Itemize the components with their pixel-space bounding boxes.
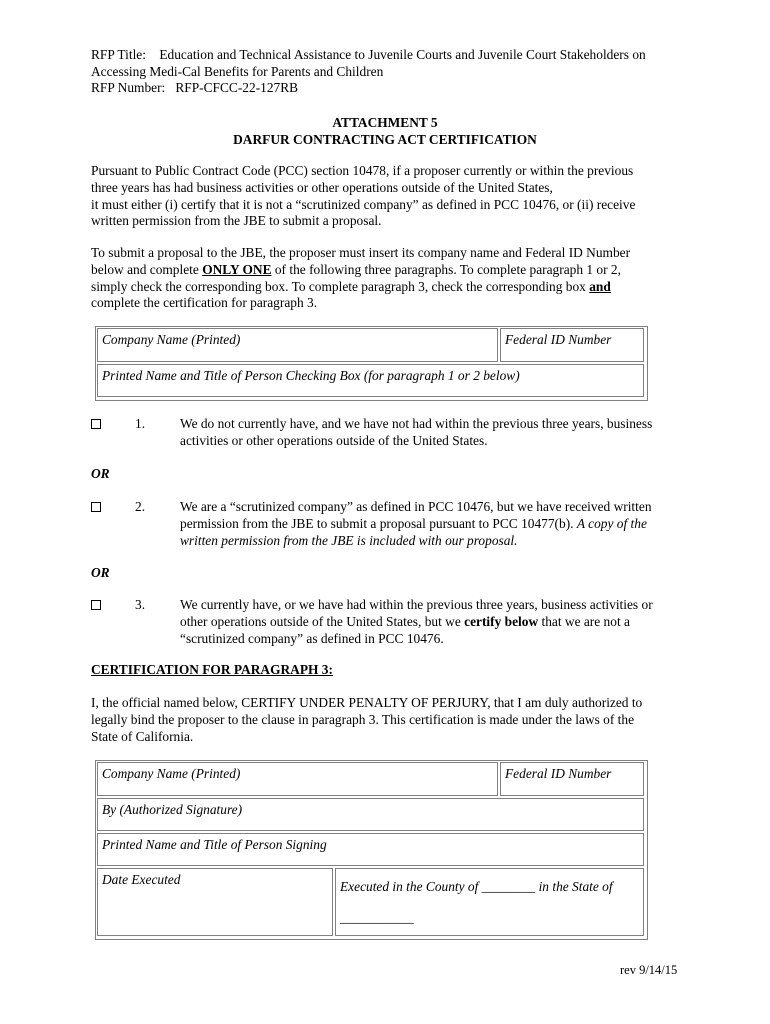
paragraph-1-checkbox[interactable] (91, 419, 101, 429)
company-name-field[interactable] (97, 328, 498, 362)
intro-line: written permission from the JBE to submit a proposal. (91, 213, 382, 229)
authorized-signature-label: By (Authorized Signature) (102, 802, 243, 817)
certification-heading: CERTIFICATION FOR PARAGRAPH 3: (91, 662, 333, 677)
paragraph-2-number: 2. (135, 499, 146, 514)
authorized-signature-field[interactable] (97, 798, 644, 831)
paragraph-3-line (180, 614, 680, 631)
rfp-title-line2: Accessing Medi-Cal Benefits for Parents and Children (91, 63, 384, 79)
paragraph-1-line: activities or other operations outside of the United States. (180, 432, 488, 448)
rfp-header (91, 47, 691, 97)
instructions-text: simply check the corresponding box. To complete paragraph 3, check the corresponding box (91, 278, 590, 294)
executed-state-blank: ___________ (340, 910, 414, 925)
attachment-title: DARFUR CONTRACTING ACT CERTIFICATION (233, 132, 537, 147)
cert-company-name-label: Company Name (Printed) (102, 766, 241, 781)
paragraph-1-line: We do not currently have, and we have not had within the previous three years, business (180, 416, 653, 431)
paragraph-1-number: 1. (135, 416, 146, 431)
certification-line: I, the official named below, CERTIFY UNDER PENALTY OF PERJURY, that I am duly authorized to (91, 695, 643, 710)
paragraph-3-checkbox[interactable] (91, 600, 101, 610)
cert-company-name-field[interactable] (97, 762, 498, 796)
and-emphasis: and (589, 278, 611, 294)
instructions-text: of the following three paragraphs. To complete paragraph 1 or 2, (271, 261, 621, 277)
cert-federal-id-field[interactable] (500, 762, 644, 796)
printed-name-checker-field[interactable] (97, 364, 644, 397)
intro-line: three years has had business activities or other operations outside of the United States, (91, 179, 553, 195)
instructions-line: To submit a proposal to the JBE, the proposer must insert its company name and Federal ID Number (91, 245, 631, 260)
certification-paragraph (91, 695, 691, 745)
intro-paragraph (91, 163, 691, 230)
paragraph-2-line: We are a “scrutinized company” as defined in PCC 10476, but we have received written (180, 499, 652, 514)
instructions-line (91, 279, 691, 296)
executed-county-label: Executed in the County of ________ in the State of (340, 879, 613, 894)
federal-id-field[interactable] (500, 328, 644, 362)
instructions-paragraph (91, 245, 691, 312)
company-name-label: Company Name (Printed) (102, 332, 241, 347)
paragraph-2-checkbox[interactable] (91, 502, 101, 512)
attachment-heading (0, 114, 770, 148)
date-executed-field[interactable] (97, 868, 333, 936)
paragraph-3-text-part: that we are not a (538, 613, 630, 629)
attachment-number: ATTACHMENT 5 (332, 115, 438, 130)
certification-line: State of California. (91, 728, 194, 744)
executed-county-field[interactable] (335, 868, 644, 936)
paragraph-3-line: “scrutinized company” as defined in PCC 10476. (180, 630, 444, 646)
revision-date: rev 9/14/15 (620, 963, 678, 977)
paragraph-3-number: 3. (135, 597, 146, 612)
paragraph-2-line (180, 516, 680, 533)
intro-line: it must either (i) certify that it is not a “scrutinized company” as defined in PCC 10476, or (ii) receive (91, 196, 636, 212)
certify-below-emphasis: certify below (464, 613, 539, 629)
printed-name-signer-label: Printed Name and Title of Person Signing (102, 837, 327, 852)
intro-line: Pursuant to Public Contract Code (PCC) section 10478, if a proposer currently or within the previous (91, 163, 634, 178)
cert-federal-id-label: Federal ID Number (505, 766, 612, 781)
paragraph-2-text (180, 499, 680, 549)
paragraph-1-text (180, 416, 680, 450)
or-separator: OR (91, 466, 110, 481)
printed-name-checker-label: Printed Name and Title of Person Checking Box (for paragraph 1 or 2 below) (102, 368, 520, 383)
paragraph-2-italic: A copy of the (576, 515, 647, 531)
paragraph-3-text-part: other operations outside of the United States, but we (180, 613, 465, 629)
instructions-line: complete the certification for paragraph 3. (91, 295, 318, 311)
rfp-title-line1: RFP Title: Education and Technical Assistance to Juvenile Courts and Juvenile Court Stakeholders on (91, 47, 646, 62)
paragraph-2-line: written permission from the JBE is included with our proposal. (180, 532, 518, 548)
only-one-emphasis: ONLY ONE (202, 261, 272, 277)
federal-id-label: Federal ID Number (505, 332, 612, 347)
date-executed-label: Date Executed (102, 872, 181, 887)
certification-line: legally bind the proposer to the clause in paragraph 3. This certification is made under the laws of the (91, 711, 635, 727)
instructions-text: below and complete (91, 261, 203, 277)
paragraph-3-text (180, 597, 680, 647)
or-separator: OR (91, 565, 110, 580)
instructions-line (91, 262, 691, 279)
paragraph-3-line: We currently have, or we have had within the previous three years, business activities or (180, 597, 653, 612)
rfp-number: RFP Number: RFP-CFCC-22-127RB (91, 80, 299, 95)
paragraph-2-text-part: permission from the JBE to submit a proposal pursuant to PCC 10477(b). (180, 515, 577, 531)
printed-name-signer-field[interactable] (97, 833, 644, 866)
